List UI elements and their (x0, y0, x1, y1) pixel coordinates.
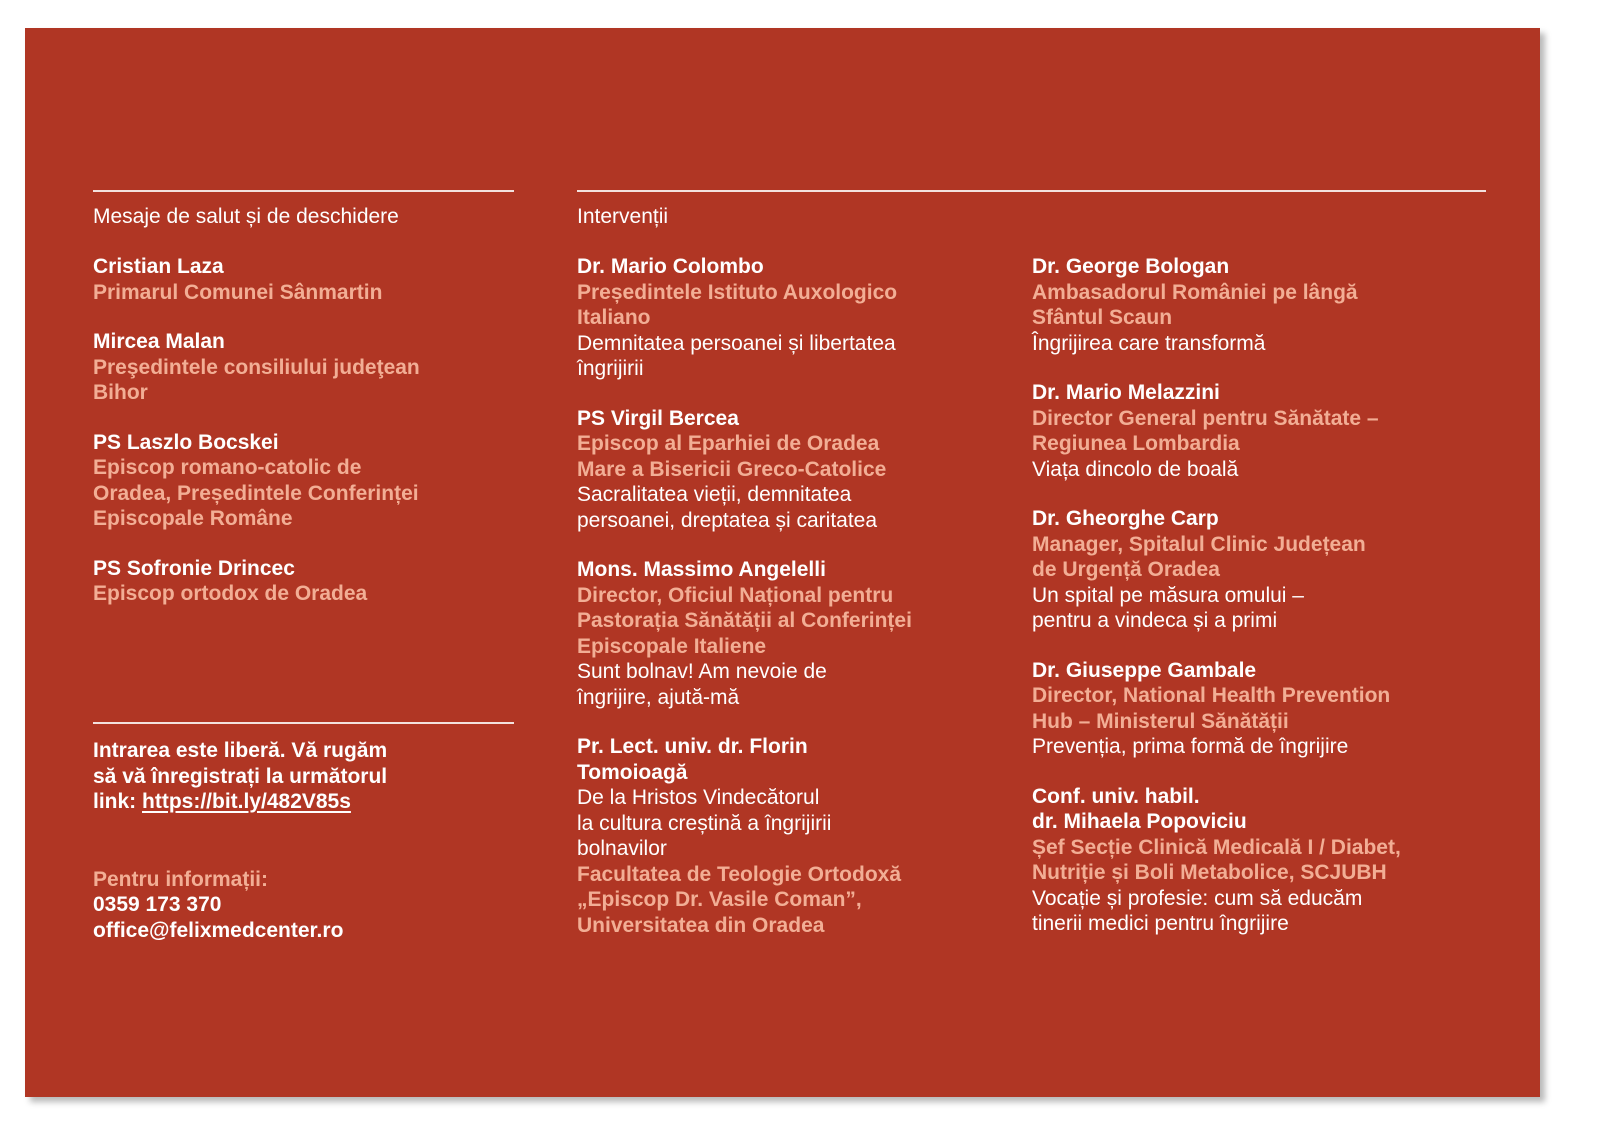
speaker-entry (93, 329, 514, 406)
speaker-name: Cristian Laza (93, 255, 224, 278)
talk-title: Un spital pe măsura omului – pentru a vindeca și a primi (1032, 583, 1304, 632)
speaker-entry (1032, 254, 1486, 356)
talk-title: Sunt bolnav! Am nevoie de îngrijire, ajută-mă (577, 660, 827, 709)
program-page (25, 28, 1540, 1097)
speaker-entry (1032, 380, 1486, 482)
contact-email: office@felixmedcenter.ro (93, 918, 344, 942)
contact-phone: 0359 173 370 (93, 893, 222, 916)
speaker-role: Ambasadorul României pe lângă Sfântul Scaun (1032, 280, 1358, 329)
speaker-name: Conf. univ. habil. dr. Mihaela Popoviciu (1032, 784, 1247, 833)
speaker-role: Director, Oficiul Național pentru Pastorația Sănătății al Conferinței Episcopale Italiene (577, 583, 912, 658)
divider (93, 190, 514, 192)
contact-label: Pentru informații: (93, 867, 269, 891)
speaker-entry (93, 254, 514, 305)
speaker-name: PS Virgil Bercea (577, 406, 739, 430)
talk-title: Viața dincolo de boală (1032, 457, 1239, 481)
speaker-name: Dr. Giuseppe Gambale (1032, 658, 1257, 682)
speaker-name: Mircea Malan (93, 330, 225, 353)
speaker-entry (577, 557, 1007, 710)
welcome-column (93, 190, 514, 607)
speaker-name: Dr. Mario Melazzini (1032, 381, 1220, 404)
speaker-role: Director, National Health Prevention Hub – Ministerul Sănătății (1032, 684, 1391, 733)
speaker-role: Manager, Spitalul Clinic Județean de Urgență Oradea (1032, 532, 1366, 581)
speaker-name: Dr. Mario Colombo (577, 255, 764, 278)
speaker-entry (577, 406, 1007, 534)
speaker-entry (1032, 784, 1486, 937)
speaker-role: Director General pentru Sănătate – Regiunea Lombardia (1032, 406, 1379, 455)
speaker-role: Episcop al Eparhiei de Oradea Mare a Bisericii Greco-Catolice (577, 432, 887, 481)
talk-title: Îngrijirea care transformă (1032, 331, 1266, 355)
talk-title: Vocație și profesie: cum să educăm tinerii medici pentru îngrijire (1032, 886, 1363, 935)
speaker-entry (1032, 506, 1486, 634)
divider (93, 722, 514, 724)
speaker-entry (93, 430, 514, 532)
speaker-name: Pr. Lect. univ. dr. Florin Tomoioagă (577, 735, 808, 784)
interventions-column-1 (577, 190, 1007, 938)
speaker-role: Episcop romano-catolic de Oradea, Președintele Conferinței Episcopale Române (93, 456, 419, 530)
registration-link[interactable]: https://bit.ly/482V85s (142, 790, 351, 813)
registration-text: Intrarea este liberă. Vă rugăm să vă înregistrați la următorul link: https://bit.ly/482V85s (93, 739, 388, 813)
speaker-entry (577, 734, 1007, 938)
speaker-entry (93, 556, 514, 607)
interventions-heading: Intervenții (577, 205, 669, 228)
talk-title: Sacralitatea vieții, demnitatea persoanei, dreptatea și caritatea (577, 483, 878, 532)
talk-title: Prevenția, prima formă de îngrijire (1032, 735, 1349, 758)
speaker-role: Primarul Comunei Sânmartin (93, 280, 383, 304)
talk-title: Demnitatea persoanei și libertatea îngrijirii (577, 331, 896, 380)
speaker-name: Dr. George Bologan (1032, 255, 1230, 278)
speaker-role: Șef Secție Clinică Medicală I / Diabet, Nutriție și Boli Metabolice, SCJUBH (1032, 835, 1401, 884)
speaker-entry (1032, 658, 1486, 760)
registration-block (93, 722, 514, 943)
speaker-role: Episcop ortodox de Oradea (93, 582, 368, 605)
talk-title: De la Hristos Vindecătorul la cultura creștină a îngrijirii bolnavilor (577, 786, 832, 860)
speaker-name: PS Sofronie Drincec (93, 556, 295, 580)
speaker-role: Preşedintele consiliului judeţean Bihor (93, 355, 420, 404)
speaker-name: Mons. Massimo Angelelli (577, 558, 826, 581)
speaker-name: Dr. Gheorghe Carp (1032, 507, 1219, 530)
welcome-heading: Mesaje de salut și de deschidere (93, 205, 399, 228)
speaker-name: PS Laszlo Bocskei (93, 430, 279, 454)
interventions-column-2 (1032, 190, 1486, 937)
speaker-entry (577, 254, 1007, 382)
speaker-role: Președintele Istituto Auxologico Italiano (577, 280, 898, 329)
speaker-role: Facultatea de Teologie Ortodoxă „Episcop Dr. Vasile Coman”, Universitatea din Oradea (577, 862, 902, 937)
contact-info (93, 867, 514, 944)
